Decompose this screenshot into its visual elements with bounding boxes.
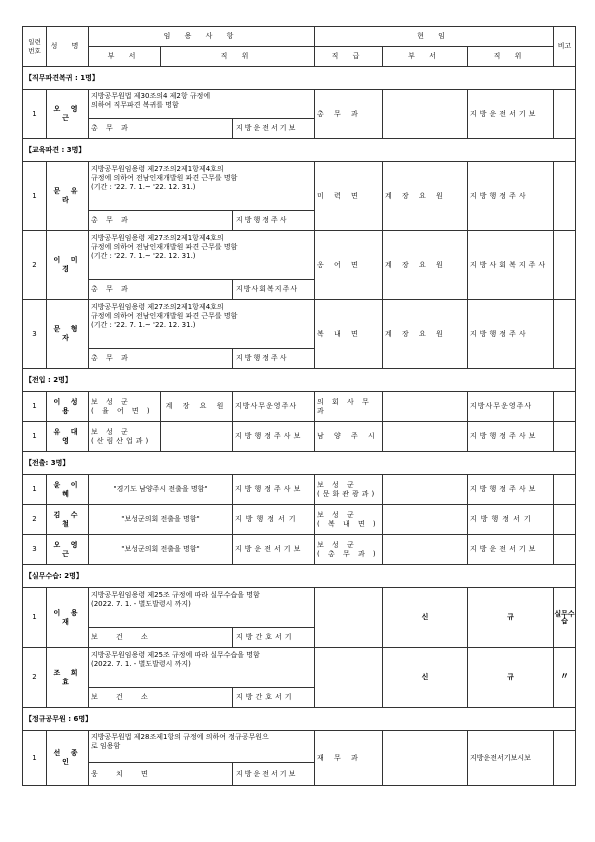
- current-grade: 규: [468, 588, 554, 648]
- current-position: 신: [383, 588, 468, 648]
- current-dept: 남 양 주 시: [315, 422, 383, 452]
- note-cell: [554, 535, 576, 565]
- appointment-desc: 지방공무원임용령 제27조의2제1항제4호의 규정에 의하여 전남인재개발원 파견 근무를 명함 (기간 : '22. 7. 1.~ '22. 12. 31.): [89, 300, 314, 349]
- current-grade: 지방행정주사: [468, 162, 554, 231]
- appointment-desc: "보성군의회 전출을 명함": [89, 505, 233, 535]
- current-position: [383, 90, 468, 139]
- appointment-desc: "보성군의회 전출을 명함": [89, 535, 233, 565]
- appointment-grade: 지방행정서기: [233, 505, 315, 535]
- table-row: [23, 90, 576, 139]
- appointment-desc: 지방공무원법 제28조제1항의 규정에 의하여 정규공무원으 로 임용함: [89, 731, 314, 763]
- appointment-grade: 지방간호서기: [236, 693, 295, 701]
- personnel-table: [22, 26, 576, 786]
- current-grade: 지방행정주사보: [468, 422, 554, 452]
- appointment-grade: 지방간호서기: [236, 633, 295, 641]
- row-number: 1: [23, 422, 47, 452]
- row-number: 3: [23, 300, 47, 369]
- table-row: [23, 535, 576, 565]
- appointment-grade: 지방행정주사보: [233, 475, 315, 505]
- appointment-cell: [89, 648, 315, 708]
- appointment-cell: [89, 731, 315, 786]
- current-dept: 보 성 군 (문화관광과): [315, 475, 383, 505]
- header-current: 현 임: [315, 27, 554, 47]
- table-row: [23, 505, 576, 535]
- current-dept: 의 회 사 무 과: [315, 392, 383, 422]
- row-number: 1: [23, 162, 47, 231]
- note-cell: [554, 422, 576, 452]
- person-name: 이 성 용: [47, 392, 89, 422]
- person-name: 문 유 라: [47, 162, 89, 231]
- current-position: 계 장 요 원: [383, 162, 468, 231]
- person-name: 유 대 영: [47, 422, 89, 452]
- table-row: [23, 422, 576, 452]
- row-number: 3: [23, 535, 47, 565]
- row-number: 1: [23, 588, 47, 648]
- person-name: 이 미 경: [47, 231, 89, 300]
- current-dept: [315, 588, 383, 648]
- row-number: 1: [23, 392, 47, 422]
- row-number: 1: [23, 475, 47, 505]
- appointment-dept: 총 무 과: [89, 349, 233, 368]
- current-position: [383, 475, 468, 505]
- appointment-cell: [89, 162, 315, 231]
- header-serial: 일련 번호: [23, 27, 47, 67]
- appointment-grade: 지방행정주사: [236, 354, 289, 362]
- section-title: 【직무파견복귀 : 1명】: [23, 67, 576, 90]
- section-title: 【전출: 3명】: [23, 452, 576, 475]
- appointment-grade: 지방행정주사보: [233, 422, 315, 452]
- header-dept: 부 서: [89, 47, 161, 67]
- current-position: [383, 422, 468, 452]
- header-name: 성 명: [47, 27, 89, 67]
- appointment-cell: [89, 90, 315, 139]
- appointment-position: [161, 422, 233, 452]
- appointment-desc: 지방공무원법 제30조의4 제2항 규정에 의하여 직무파견 복귀를 명함: [89, 90, 314, 119]
- note-cell: [554, 475, 576, 505]
- appointment-desc: 지방공무원임용령 제25조 규정에 따라 실무수습을 명함 (2022. 7. 1. - 별도발령시 까지): [89, 588, 314, 628]
- current-grade: 지방사회복지주사: [468, 231, 554, 300]
- person-name: 윤 이 혜: [47, 475, 89, 505]
- current-position: [383, 392, 468, 422]
- appointment-dept: 보 성 군 (산림산업과): [89, 422, 161, 452]
- appointment-cell: [89, 588, 315, 648]
- section-title: 【전입 : 2명】: [23, 369, 576, 392]
- note-cell: [554, 162, 576, 231]
- current-grade: 지방행정서기: [468, 505, 554, 535]
- current-position: [383, 505, 468, 535]
- appointment-grade: 지방사회복지주사: [236, 285, 299, 293]
- appointment-grade: 지방운전서기보: [236, 124, 298, 132]
- row-number: 1: [23, 731, 47, 786]
- row-number: 1: [23, 90, 47, 139]
- current-grade: 지방운전서기보시보: [468, 731, 554, 786]
- appointment-desc: 지방공무원임용령 제25조 규정에 따라 실무수습을 명함 (2022. 7. 1. - 별도발령시 까지): [89, 648, 314, 688]
- current-dept: 옹 어 면: [315, 231, 383, 300]
- table-row: [23, 648, 576, 708]
- appointment-grade: 지방운전서기보: [233, 535, 315, 565]
- appointment-dept: 총 무 과: [89, 119, 233, 138]
- current-position: 계 장 요 원: [383, 231, 468, 300]
- header-note: 비고: [554, 27, 576, 67]
- section-title: 【교육파견 : 3명】: [23, 139, 576, 162]
- table-row: [23, 231, 576, 300]
- appointment-grade: 지방운전서기보: [236, 769, 298, 778]
- appointment-cell: [89, 231, 315, 300]
- note-cell: [554, 392, 576, 422]
- current-dept: 보 성 군 ( 총 무 과 ): [315, 535, 383, 565]
- appointment-dept: 총 무 과: [89, 211, 233, 230]
- current-position: [383, 535, 468, 565]
- appointment-dept: 보 건 소: [89, 688, 233, 707]
- header-dept-current: 부 서: [383, 47, 468, 67]
- person-name: 조 희 효: [47, 648, 89, 708]
- appointment-position: 계 장 요 원: [161, 392, 233, 422]
- note-cell: [554, 231, 576, 300]
- person-name: 문 형 자: [47, 300, 89, 369]
- person-name: 선 종 인: [47, 731, 89, 786]
- row-number: 2: [23, 648, 47, 708]
- current-dept: 총 무 과: [315, 90, 383, 139]
- appointment-grade: 지방사무운영주사: [233, 392, 315, 422]
- section-title: 【실무수습: 2명】: [23, 565, 576, 588]
- current-dept: 미 력 면: [315, 162, 383, 231]
- current-grade: 지방운전서기보: [468, 90, 554, 139]
- table-row: [23, 731, 576, 786]
- appointment-desc: 지방공무원임용령 제27조의2제1항제4호의 규정에 의하여 전남인재개발원 파견 근무를 명함 (기간 : '22. 7. 1.~ '22. 12. 31.): [89, 231, 314, 280]
- current-grade: 지방행정주사보: [468, 475, 554, 505]
- current-position: [383, 731, 468, 786]
- appointment-desc: "경기도 남양주시 전출을 명함": [89, 475, 233, 505]
- person-name: 오 영 근: [47, 535, 89, 565]
- appointment-dept: 총 무 과: [89, 280, 233, 299]
- header-appointment: 임 용 사 항: [89, 27, 315, 47]
- table-row: [23, 392, 576, 422]
- note-cell: [554, 731, 576, 786]
- appointment-dept: 웅 치 면: [89, 763, 233, 785]
- current-dept: [315, 648, 383, 708]
- header-grade: 직 급: [315, 47, 383, 67]
- table-row: [23, 162, 576, 231]
- note-cell: [554, 90, 576, 139]
- person-name: 김 수 철: [47, 505, 89, 535]
- note-cell: [554, 505, 576, 535]
- note-cell: 실무수습: [554, 588, 576, 648]
- row-number: 2: [23, 231, 47, 300]
- current-position: 신: [383, 648, 468, 708]
- appointment-grade: 지방행정주사: [236, 216, 289, 224]
- note-cell: [554, 300, 576, 369]
- appointment-dept: 보 성 군 ( 율 어 면 ): [89, 392, 161, 422]
- table-row: [23, 475, 576, 505]
- appointment-desc: 지방공무원임용령 제27조의2제1항제4호의 규정에 의하여 전남인재개발원 파견 근무를 명함 (기간 : '22. 7. 1.~ '22. 12. 31.): [89, 162, 314, 211]
- row-number: 2: [23, 505, 47, 535]
- current-grade: 지방사무운영주사: [468, 392, 554, 422]
- header-position: 직 위: [161, 47, 315, 67]
- current-position: 계 장 요 원: [383, 300, 468, 369]
- appointment-cell: [89, 300, 315, 369]
- header-position-current: 직 위: [468, 47, 554, 67]
- current-grade: 규: [468, 648, 554, 708]
- appointment-dept: 보 건 소: [89, 628, 233, 647]
- current-grade: 지방운전서기보: [468, 535, 554, 565]
- section-title: 【정규공무원 : 6명】: [23, 708, 576, 731]
- current-dept: 복 내 면: [315, 300, 383, 369]
- current-dept: 보 성 군 ( 복 내 면 ): [315, 505, 383, 535]
- note-cell: 〃: [554, 648, 576, 708]
- current-dept: 재 무 과: [315, 731, 383, 786]
- current-grade: 지방행정주사: [468, 300, 554, 369]
- person-name: 이 용 재: [47, 588, 89, 648]
- person-name: 오 영 근: [47, 90, 89, 139]
- table-row: [23, 588, 576, 648]
- table-row: [23, 300, 576, 369]
